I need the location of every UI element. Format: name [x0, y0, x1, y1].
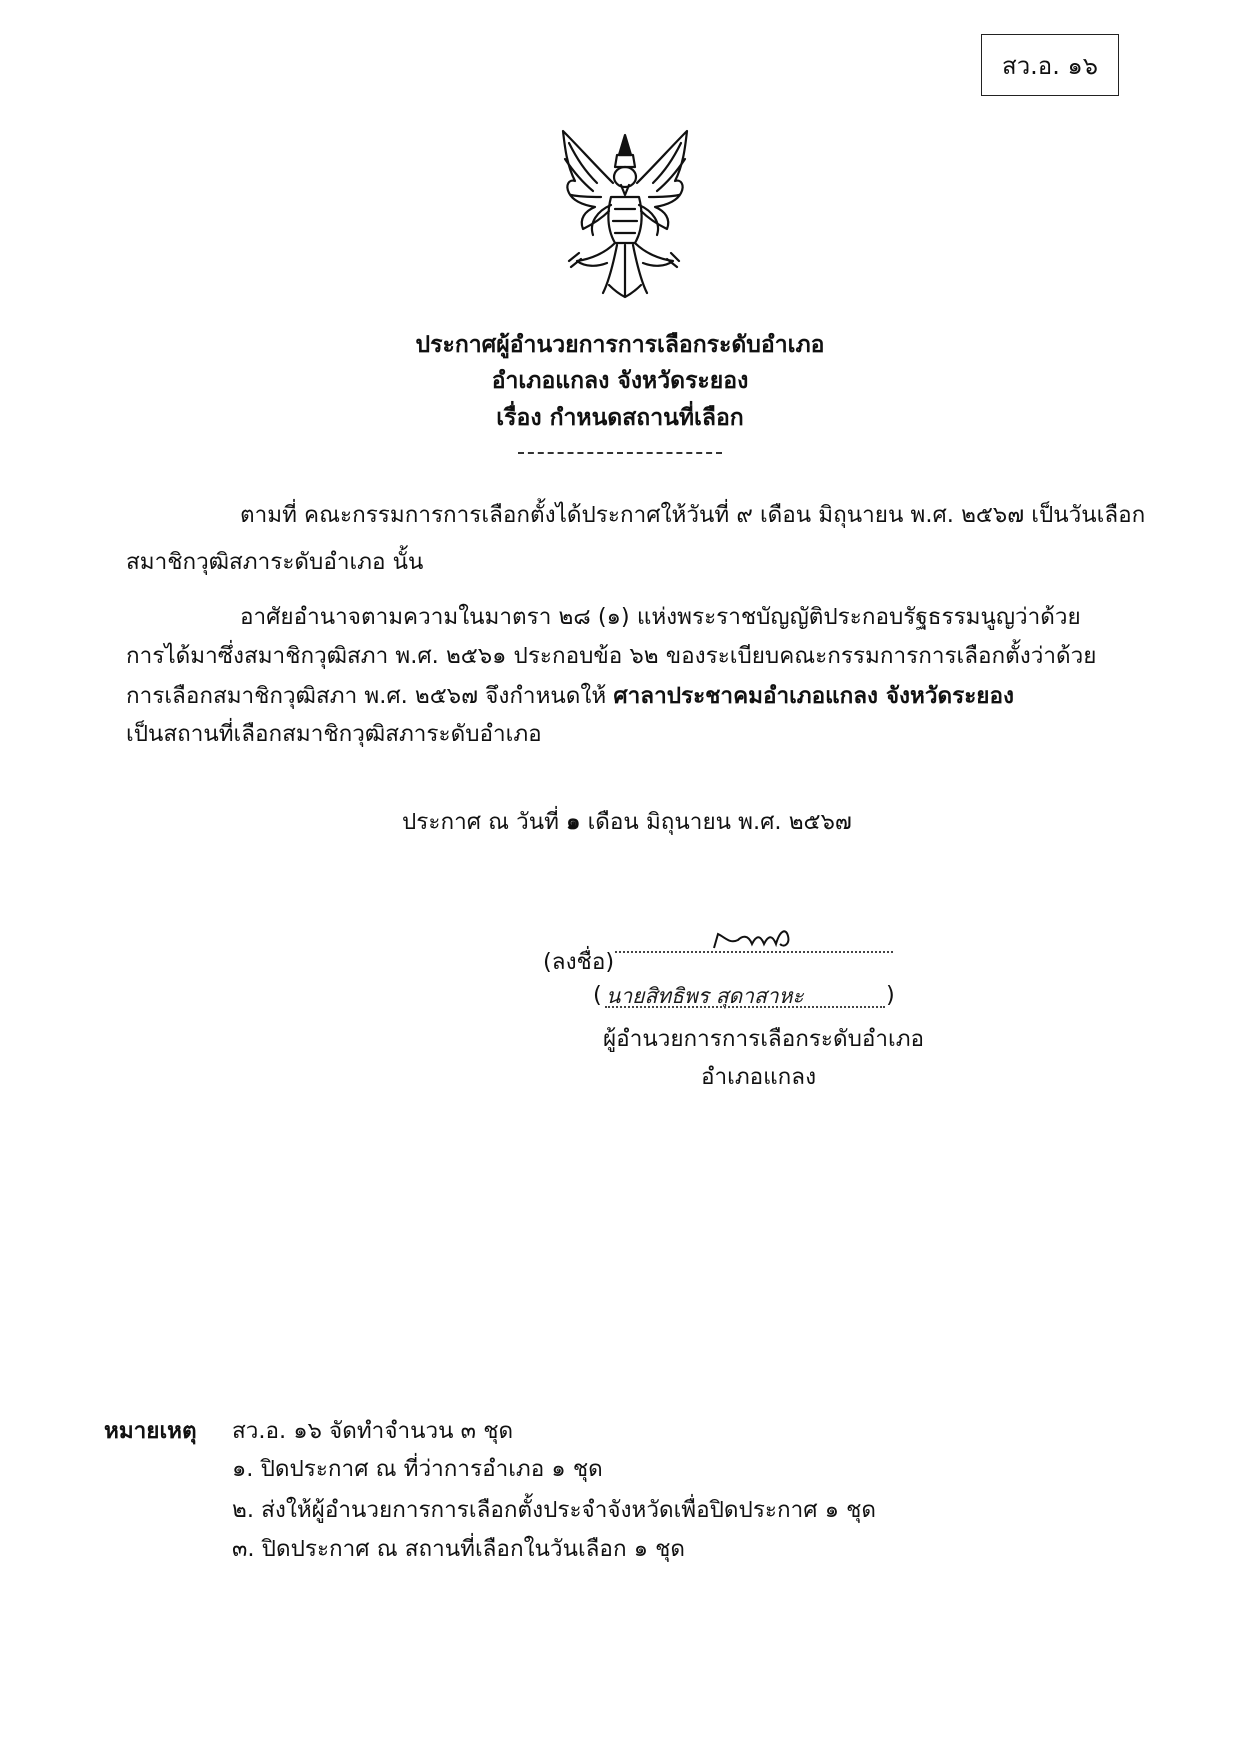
heading-line-2: อำเภอแกลง จังหวัดระยอง — [491, 368, 749, 394]
remarks-item-3: ๓. ปิดประกาศ ณ สถานที่เลือกในวันเลือก ๑ ชุด — [232, 1536, 686, 1562]
heading-line-1: ประกาศผู้อำนวยการการเลือกระดับอำเภอ — [415, 332, 825, 358]
paragraph-2-line-2: การได้มาซึ่งสมาชิกวุฒิสภา พ.ศ. ๒๕๖๑ ประกอบข้อ ๖๒ ของระเบียบคณะกรรมการการเลือกตั้งว่าด้วย — [126, 643, 1097, 669]
remarks-item-0: สว.อ. ๑๖ จัดทำจำนวน ๓ ชุด — [232, 1418, 514, 1444]
form-code-box — [981, 34, 1119, 96]
signatory-name-handwritten: นายสิทธิพร สุดาสาหะ — [606, 984, 804, 1008]
paragraph-1-line-1: ตามที่ คณะกรรมการการเลือกตั้งได้ประกาศให้วันที่ ๙ เดือน มิถุนายน พ.ศ. ๒๕๖๗ เป็นวันเลือก — [240, 502, 1146, 528]
handwritten-signature — [708, 922, 818, 962]
form-code: สว.อ. ๑๖ — [1002, 51, 1098, 80]
paragraph-1-line-2: สมาชิกวุฒิสภาระดับอำเภอ นั้น — [126, 549, 424, 575]
heading-subject: เรื่อง กำหนดสถานที่เลือก — [496, 405, 744, 431]
announcement-date — [402, 803, 852, 839]
garuda-emblem-icon — [555, 125, 695, 300]
remarks-item-1: ๑. ปิดประกาศ ณ ที่ว่าการอำเภอ ๑ ชุด — [232, 1456, 603, 1482]
paragraph-2-line-3 — [126, 677, 1014, 713]
date-day: ๑ — [566, 809, 581, 835]
signatory-position: ผู้อำนวยการการเลือกระดับอำเภอ — [603, 1026, 925, 1052]
date-prefix: ประกาศ ณ วันที่ — [402, 809, 567, 835]
signatory-district: อำเภอแกลง — [701, 1064, 817, 1090]
date-suffix: เดือน มิถุนายน พ.ศ. ๒๕๖๗ — [580, 809, 852, 835]
paragraph-2-line-3-text: การเลือกสมาชิกวุฒิสภา พ.ศ. ๒๕๖๗ จึงกำหนดให้ — [126, 683, 614, 709]
heading-divider — [518, 452, 722, 454]
signatory-name-open: ( — [593, 982, 602, 1008]
signature-label: (ลงชื่อ) — [543, 949, 615, 975]
remarks-label: หมายเหตุ — [104, 1418, 197, 1444]
remarks-item-2: ๒. ส่งให้ผู้อำนวยการการเลือกตั้งประจำจังหวัดเพื่อปิดประกาศ ๑ ชุด — [232, 1497, 877, 1523]
name-dotted-line — [605, 1005, 885, 1008]
paragraph-2-line-1: อาศัยอำนาจตามความในมาตรา ๒๘ (๑) แห่งพระราชบัญญัติประกอบรัฐธรรมนูญว่าด้วย — [240, 604, 1081, 630]
election-venue: ศาลาประชาคมอำเภอแกลง จังหวัดระยอง — [613, 683, 1014, 709]
paragraph-2-line-4: เป็นสถานที่เลือกสมาชิกวุฒิสภาระดับอำเภอ — [126, 721, 542, 747]
signatory-name-close: ) — [886, 982, 895, 1008]
